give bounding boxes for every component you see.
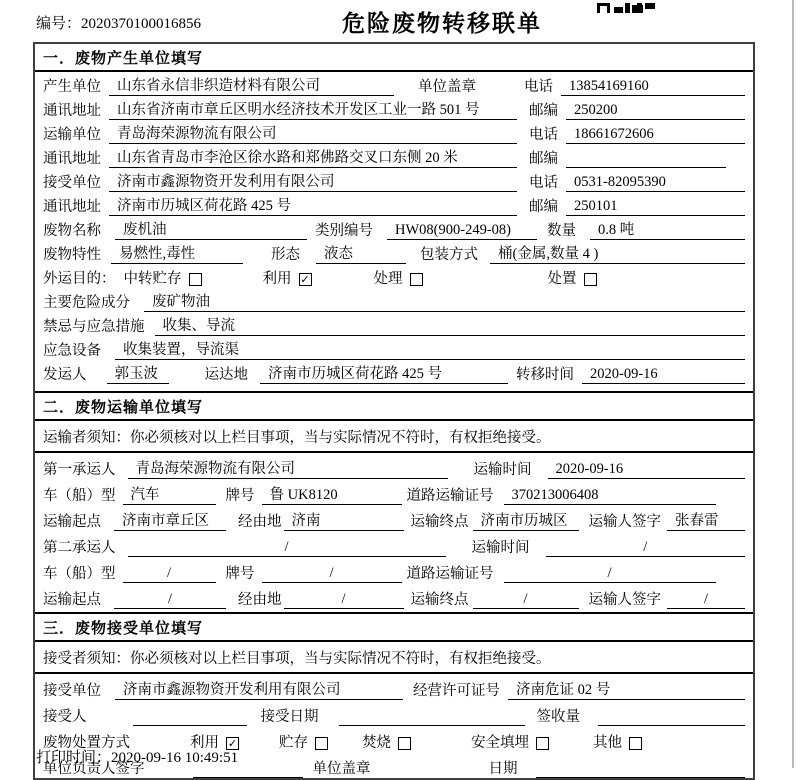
field-label: 转移时间 bbox=[516, 367, 574, 383]
field-label: 类别编号 bbox=[315, 223, 373, 239]
form-row bbox=[35, 312, 753, 336]
field-label: 废物名称 bbox=[43, 223, 101, 239]
checkbox-item bbox=[593, 735, 642, 752]
field-label: 运达地 bbox=[204, 367, 248, 383]
field-value: 济南 bbox=[284, 513, 404, 531]
section-1 bbox=[35, 44, 753, 384]
field-label: 邮编 bbox=[529, 151, 558, 167]
print-time-value: 2020-09-16 10:49:51 bbox=[111, 750, 239, 766]
field-label: 运输时间 bbox=[473, 462, 532, 478]
field-label: 运输人签字 bbox=[588, 514, 661, 530]
checkbox-checked-icon: ✓ bbox=[300, 273, 310, 286]
field-label: 接受人 bbox=[43, 709, 87, 725]
field-label: 单位负责人签字 bbox=[43, 761, 145, 777]
field-value: 收集、导流 bbox=[155, 318, 746, 336]
field-label: 第二承运人 bbox=[43, 540, 116, 556]
field-label: 电话 bbox=[529, 175, 558, 191]
field-label: 接受单位 bbox=[43, 683, 101, 699]
field-label: 发运人 bbox=[43, 367, 87, 383]
field-label: 禁忌与应急措施 bbox=[43, 319, 145, 335]
field-value bbox=[339, 725, 525, 726]
field-value: / bbox=[667, 591, 745, 609]
field-value bbox=[566, 167, 726, 168]
section-2 bbox=[35, 391, 753, 609]
checkbox-checked-icon: ✓ bbox=[227, 737, 238, 750]
field-label: 通讯地址 bbox=[43, 103, 101, 119]
field-value: 250200 bbox=[566, 102, 745, 120]
field-value: 易燃性,毒性 bbox=[111, 246, 243, 264]
field-label: 接受单位 bbox=[43, 175, 101, 191]
field-value: 青岛海荣源物流有限公司 bbox=[109, 126, 517, 144]
field-label: 牌号 bbox=[225, 488, 255, 504]
field-value: 18661672606 bbox=[566, 126, 745, 144]
form-row bbox=[35, 531, 753, 557]
field-value: 收集装置，导流渠 bbox=[115, 342, 745, 360]
form-row bbox=[35, 216, 753, 240]
field-label: 邮编 bbox=[529, 103, 558, 119]
form-row bbox=[35, 557, 753, 583]
form-row bbox=[35, 192, 753, 216]
checkbox-item bbox=[362, 735, 411, 752]
qr-code-clipped-icon bbox=[597, 0, 655, 18]
checkbox-item bbox=[279, 735, 328, 752]
field-value: 2020-09-16 bbox=[582, 366, 745, 384]
field-label: 运输人签字 bbox=[588, 592, 661, 608]
field-value: 汽车 bbox=[123, 487, 216, 505]
field-label: 应急设备 bbox=[43, 343, 101, 359]
form-row bbox=[35, 700, 753, 726]
field-value: 桶(金属,数量 4 ) bbox=[490, 246, 745, 264]
field-label: 废物特性 bbox=[43, 247, 101, 263]
field-value: 青岛海荣源物流有限公司 bbox=[128, 461, 448, 479]
field-label: 经营许可证号 bbox=[413, 683, 500, 699]
form-row bbox=[35, 336, 753, 360]
field-value: 济南市章丘区 bbox=[114, 513, 226, 531]
section-note: 接受者须知：你必须核对以上栏目事项，当与实际情况不符时，有权拒绝接受。 bbox=[35, 642, 753, 674]
checkbox-empty-icon bbox=[315, 737, 328, 750]
section-title: 二．废物运输单位填写 bbox=[35, 391, 753, 421]
field-label: 运输终点 bbox=[410, 592, 469, 608]
checkbox-item bbox=[124, 271, 202, 288]
checkbox-label: 处理 bbox=[373, 271, 403, 287]
field-label: 日期 bbox=[488, 761, 518, 777]
form-row bbox=[35, 288, 753, 312]
field-label: 电话 bbox=[529, 127, 558, 143]
form-row bbox=[35, 72, 753, 96]
field-value bbox=[536, 777, 746, 778]
form-row bbox=[35, 96, 753, 120]
field-value: 山东省青岛市李沧区徐水路和郑佛路交叉口东侧 20 米 bbox=[109, 150, 517, 168]
field-label: 运输起点 bbox=[43, 514, 101, 530]
field-label: 接受日期 bbox=[260, 709, 319, 725]
checkbox-label: 贮存 bbox=[279, 735, 308, 751]
section-note: 运输者须知：你必须核对以上栏目事项，当与实际情况不符时，有权拒绝接受。 bbox=[35, 421, 753, 453]
field-value: 250101 bbox=[566, 198, 745, 216]
form-row bbox=[35, 674, 753, 700]
field-value: 济南市鑫源物资开发利用有限公司 bbox=[115, 682, 403, 700]
form-row bbox=[35, 453, 753, 479]
print-time-label: 打印时间： bbox=[36, 750, 112, 766]
field-label: 车（船）型 bbox=[43, 566, 116, 582]
field-value: 郭玉波 bbox=[107, 366, 169, 384]
field-label: 运输起点 bbox=[43, 592, 101, 608]
field-value: / bbox=[504, 565, 716, 583]
checkbox-item bbox=[548, 271, 597, 288]
field-label: 主要危险成分 bbox=[43, 295, 130, 311]
field-value bbox=[193, 777, 303, 778]
document-number-label: 编号： bbox=[36, 16, 82, 32]
field-label: 运输终点 bbox=[410, 514, 469, 530]
form-row bbox=[35, 479, 753, 505]
field-value: 0531-82095390 bbox=[566, 174, 745, 192]
form-row bbox=[35, 168, 753, 192]
checkbox-item bbox=[263, 271, 312, 288]
checkbox-empty-icon bbox=[536, 737, 549, 750]
static-text: 单位盖章 bbox=[312, 761, 371, 777]
document-number bbox=[36, 12, 201, 33]
field-value: / bbox=[284, 591, 404, 609]
section-title: 三．废物接受单位填写 bbox=[35, 612, 753, 642]
field-label: 数量 bbox=[547, 223, 576, 239]
field-value: 370213006408 bbox=[504, 487, 716, 505]
field-value: 废机油 bbox=[115, 222, 307, 240]
field-label: 包装方式 bbox=[420, 247, 478, 263]
print-time bbox=[36, 746, 238, 767]
field-label: 经由地 bbox=[238, 592, 282, 608]
field-value: / bbox=[128, 539, 446, 557]
field-label: 产生单位 bbox=[43, 79, 101, 95]
checkbox-label: 安全填埋 bbox=[471, 735, 529, 751]
field-label: 通讯地址 bbox=[43, 199, 101, 215]
field-value bbox=[598, 725, 745, 726]
static-text: 单位盖章 bbox=[418, 79, 476, 95]
field-label: 签收量 bbox=[536, 709, 580, 725]
form-row bbox=[35, 240, 753, 264]
form-row bbox=[35, 505, 753, 531]
field-label: 经由地 bbox=[238, 514, 282, 530]
field-label: 电话 bbox=[524, 79, 553, 95]
field-value: / bbox=[114, 591, 226, 609]
checkbox-label: 利用 bbox=[262, 271, 292, 287]
field-value: 张春雷 bbox=[667, 513, 745, 531]
checkbox-empty-icon bbox=[189, 273, 202, 286]
field-label: 道路运输证号 bbox=[406, 566, 494, 582]
field-value: 13854169160 bbox=[561, 78, 745, 96]
field-label: 道路运输证号 bbox=[406, 488, 494, 504]
checkbox-empty-icon bbox=[398, 737, 411, 750]
field-value: / bbox=[473, 591, 579, 609]
form-row bbox=[35, 144, 753, 168]
checkbox-label: 处置 bbox=[547, 271, 577, 287]
field-label: 外运目的： bbox=[43, 271, 116, 287]
field-label: 第一承运人 bbox=[43, 462, 116, 478]
field-label: 废物处置方式 bbox=[43, 735, 130, 751]
field-value bbox=[133, 725, 247, 726]
field-label: 形态 bbox=[271, 247, 300, 263]
document-title: 危险废物转移联单 bbox=[342, 10, 542, 36]
field-value: 0.8 吨 bbox=[590, 222, 745, 240]
checkbox-item bbox=[374, 271, 423, 288]
checkbox-empty-icon bbox=[410, 273, 423, 286]
form-row bbox=[35, 264, 753, 288]
checkbox-label: 其他 bbox=[593, 735, 622, 751]
field-value: 液态 bbox=[316, 246, 406, 264]
field-value: 2020-09-16 bbox=[548, 461, 746, 479]
checkbox-label: 焚烧 bbox=[362, 735, 391, 751]
form-row bbox=[35, 583, 753, 609]
field-value: 济南市历城区荷花路 425 号 bbox=[109, 198, 517, 216]
document-number-value: 2020370100016856 bbox=[81, 16, 202, 32]
field-value: 山东省永信非织造材料有限公司 bbox=[109, 78, 394, 96]
field-label: 邮编 bbox=[529, 199, 558, 215]
field-label: 牌号 bbox=[225, 566, 255, 582]
field-value: 济南市鑫源物资开发利用有限公司 bbox=[109, 174, 517, 192]
field-label: 运输单位 bbox=[43, 127, 101, 143]
field-value: / bbox=[262, 565, 402, 583]
manifest-table bbox=[33, 42, 755, 780]
field-label: 运输时间 bbox=[471, 540, 530, 556]
field-value: 济南危证 02 号 bbox=[508, 682, 745, 700]
checkbox-empty-icon bbox=[629, 737, 642, 750]
field-value: 山东省济南市章丘区明水经济技术开发区工业一路 501 号 bbox=[109, 102, 517, 120]
form-row bbox=[35, 120, 753, 144]
checkbox-label: 中转贮存 bbox=[123, 271, 182, 287]
field-value: 济南市历城区荷花路 425 号 bbox=[260, 366, 508, 384]
field-label: 通讯地址 bbox=[43, 151, 101, 167]
field-value: / bbox=[123, 565, 216, 583]
page-edge-line bbox=[792, 0, 794, 768]
field-value: 鲁 UK8120 bbox=[262, 487, 402, 505]
checkbox-empty-icon bbox=[584, 273, 597, 286]
field-value: HW08(900-249-08) bbox=[387, 222, 537, 240]
field-value: 废矿物油 bbox=[144, 294, 745, 312]
form-row bbox=[35, 360, 753, 384]
field-value: 济南市历城区 bbox=[473, 513, 579, 531]
checkbox-label: 利用 bbox=[190, 735, 219, 751]
field-label: 车（船）型 bbox=[43, 488, 116, 504]
checkbox-item bbox=[471, 735, 549, 752]
section-title: 一．废物产生单位填写 bbox=[35, 44, 753, 72]
field-value: / bbox=[546, 539, 746, 557]
